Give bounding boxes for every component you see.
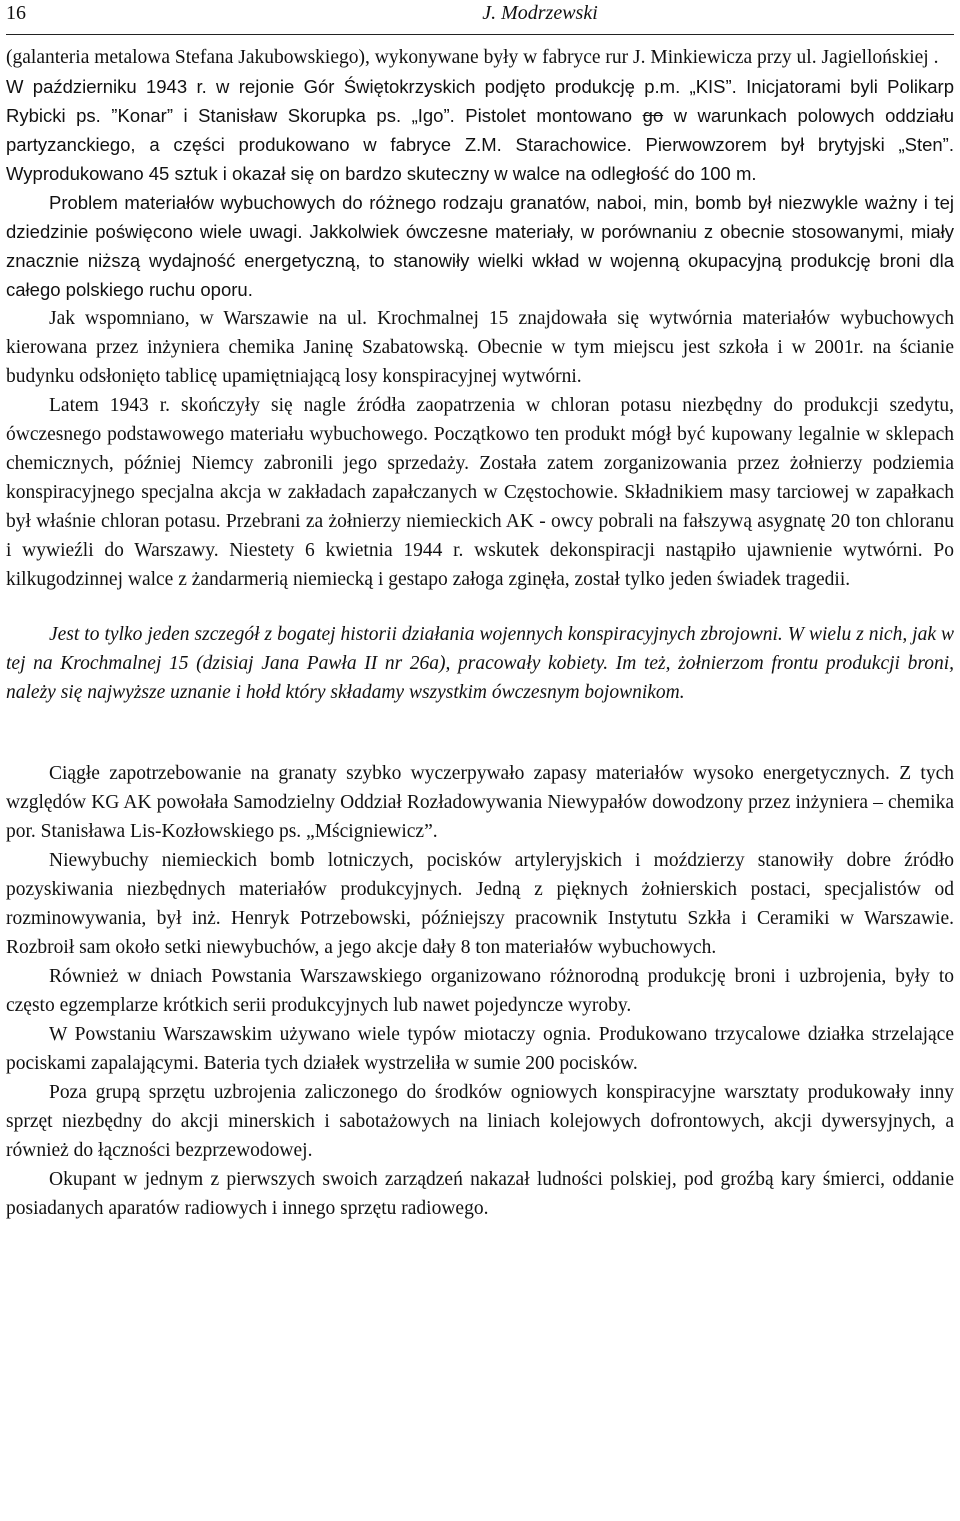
paragraph-10: W Powstaniu Warszawskim używano wiele typów miotaczy ognia. Produkowano trzycalowe działka strzelające pociskami zapalającymi. Bateria tych działek wystrzeliła w sumie 200 pocisków.	[6, 1024, 954, 1074]
paragraph-2-part-a: W październiku 1943 r. w rejonie Gór Świętokrzyskich podjęto produkcję p.m. „KIS”. Inicjatorami byli Polikarp Rybicki ps. ”Konar” i Stanisław Skorupka ps. „Igo”. Pistolet montowano	[6, 76, 954, 126]
paragraph-3: Problem materiałów wybuchowych do różnego rodzaju granatów, naboi, min, bomb był niezwykle ważny i tej dziedzinie poświęcono wiele uwagi. Jakkolwiek ówczesne materiały, w porównaniu z obecnie stosowanymi, miały znacznie niższą wydajność energetyczną, to stanowiły wielki wkład w wojenną okupacyjną produkcję broni dla całego polskiego ruchu oporu.	[6, 192, 954, 300]
paragraph-2	[6, 72, 954, 188]
paragraph-4: Jak wspomniano, w Warszawie na ul. Krochmalnej 15 znajdowała się wytwórnia materiałów wybuchowych kierowana przez inżyniera chemika Janinę Szabatowską. Obecnie w tym miejscu jest szkoła i w 2001r. na ścianie budynku odsłonięto tablicę upamiętniającą losy konspiracyjnej wytwórni.	[6, 308, 954, 387]
paragraph-11: Poza grupą sprzętu uzbrojenia zaliczonego do środków ogniowych konspiracyjne warsztaty produkowały inny sprzęt niezbędny do akcji minerskich i sabotażowych na liniach kolejowych dofrontowych, akcji dywersyjnych, a również do łączności bezprzewodowej.	[6, 1082, 954, 1161]
paragraph-8: Niewybuchy niemieckich bomb lotniczych, pocisków artyleryjskich i moździerzy stanowiły dobre źródło pozyskiwania niezbędnych materiałów produkcyjnych. Jedną z pięknych żołnierskich postaci, specjalistów od rozminowywania, był inż. Henryk Potrzebowski, późniejszy pracownik Instytutu Szkła i Ceramiki w Warszawie. Rozbroił sam około setki niewybuchów, a jego akcje dały 8 ton materiałów wybuchowych.	[6, 850, 954, 958]
paragraph-2-strikethrough: go	[642, 105, 664, 126]
paragraph-12: Okupant w jednym z pierwszych swoich zarządzeń nakazał ludności polskiej, pod groźbą kary śmierci, oddanie posiadanych aparatów radiowych i innego sprzętu radiowego.	[6, 1169, 954, 1219]
page-header	[6, 0, 954, 35]
body-text	[6, 43, 954, 1223]
paragraph-7: Ciągłe zapotrzebowanie na granaty szybko wyczerpywało zapasy materiałów wysoko energetycznych. Z tych względów KG AK powołała Samodzielny Oddział Rozładowywania Niewypałów dowodzony przez inżyniera – chemika por. Stanisława Lis-Kozłowskiego ps. „Mścigniewicz”.	[6, 763, 954, 842]
paragraph-1: (galanteria metalowa Stefana Jakubowskiego), wykonywane były w fabryce rur J. Minkiewicza przy ul. Jagiellońskiej .	[6, 47, 939, 68]
running-head: J. Modrzewski	[482, 2, 598, 24]
page-number: 16	[6, 2, 26, 24]
paragraph-9: Również w dniach Powstania Warszawskiego organizowano różnorodną produkcję broni i uzbrojenia, były to często egzemplarze krótkich serii produkcyjnych lub nawet pojedyncze wyroby.	[6, 966, 954, 1016]
paragraph-6-italic: Jest to tylko jeden szczegół z bogatej historii działania wojennych konspiracyjnych zbrojowni. W wielu z nich, jak w tej na Krochmalnej 15 (dzisiaj Jana Pawła II nr 26a), pracowały kobiety. Im też, żołnierzom frontu produkcji broni, należy się najwyższe uznanie i hołd który składamy wszystkim ówczesnym bojownikom.	[6, 624, 954, 703]
paragraph-5: Latem 1943 r. skończyły się nagle źródła zaopatrzenia w chloran potasu niezbędny do produkcji szedytu, ówczesnego podstawowego materiału wybuchowego. Początkowo ten produkt mógł być kupowany legalnie w sklepach chemicznych, później Niemcy zabronili jego sprzedaży. Została zatem zorganizowania przez żołnierzy podziemia konspiracyjnego specjalna akcja w zakładach zapałczanych w Częstochowie. Składnikiem masy tarciowej w zapałkach był właśnie chloran potasu. Przebrani za żołnierzy niemieckich AK - owcy pobrali na fałszywą asygnatę 20 ton chloranu i wywieźli do Warszawy. Niestety 6 kwietnia 1944 r. wskutek dekonspiracji nastąpiło ujawnienie wytwórni. Po kilkugodzinnej walce z żandarmerią niemiecką i gestapo załoga zginęła, został tylko jeden świadek tragedii.	[6, 395, 954, 590]
paragraph-2-part-b: w warunkach polowych oddziału partyzanckiego, a części produkowano w fabryce Z.M. Starachowice. Pierwowzorem był brytyjski „Sten”. Wyprodukowano 45 sztuk i okazał się on bardzo skuteczny w walce na odległość do 100 m.	[6, 105, 954, 184]
document-page	[6, 0, 954, 1223]
